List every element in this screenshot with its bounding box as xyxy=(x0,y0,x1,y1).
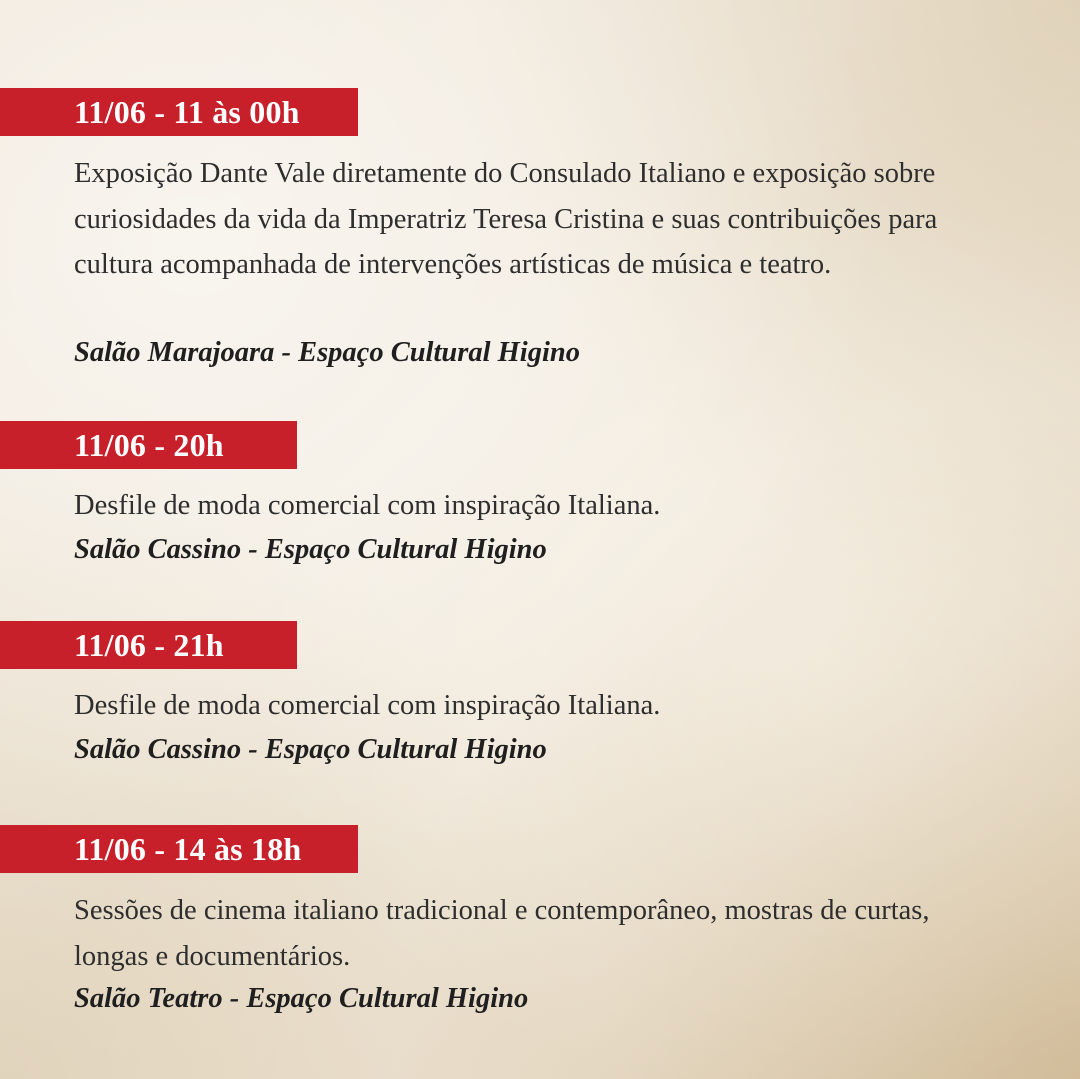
event-venue: Salão Cassino - Espaço Cultural Higino xyxy=(74,734,547,765)
date-banner xyxy=(0,88,358,136)
event-venue: Salão Marajoara - Espaço Cultural Higino xyxy=(74,337,580,368)
event-date: 11/06 - 14 às 18h xyxy=(74,830,302,867)
event-description: Desfile de moda comercial com inspiração Italiana. xyxy=(74,690,661,721)
date-banner xyxy=(0,621,297,669)
event-date: 11/06 - 20h xyxy=(74,426,224,463)
event-venue: Salão Cassino - Espaço Cultural Higino xyxy=(74,534,547,565)
event-date: 11/06 - 11 às 00h xyxy=(74,93,300,130)
event-venue: Salão Teatro - Espaço Cultural Higino xyxy=(74,983,529,1014)
event-description: Sessões de cinema italiano tradicional e contemporâneo, mostras de curtas, longas e documentários. xyxy=(74,895,930,972)
date-banner xyxy=(0,421,297,469)
event-date: 11/06 - 21h xyxy=(74,626,224,663)
event-description: Exposição Dante Vale diretamente do Consulado Italiano e exposição sobre curiosidades da vida da Imperatriz Teresa Cristina e suas contribuições para cultura acompanhada de intervenções artísticas de música e teatro. xyxy=(74,158,938,280)
event-description: Desfile de moda comercial com inspiração Italiana. xyxy=(74,490,661,521)
date-banner xyxy=(0,825,358,873)
